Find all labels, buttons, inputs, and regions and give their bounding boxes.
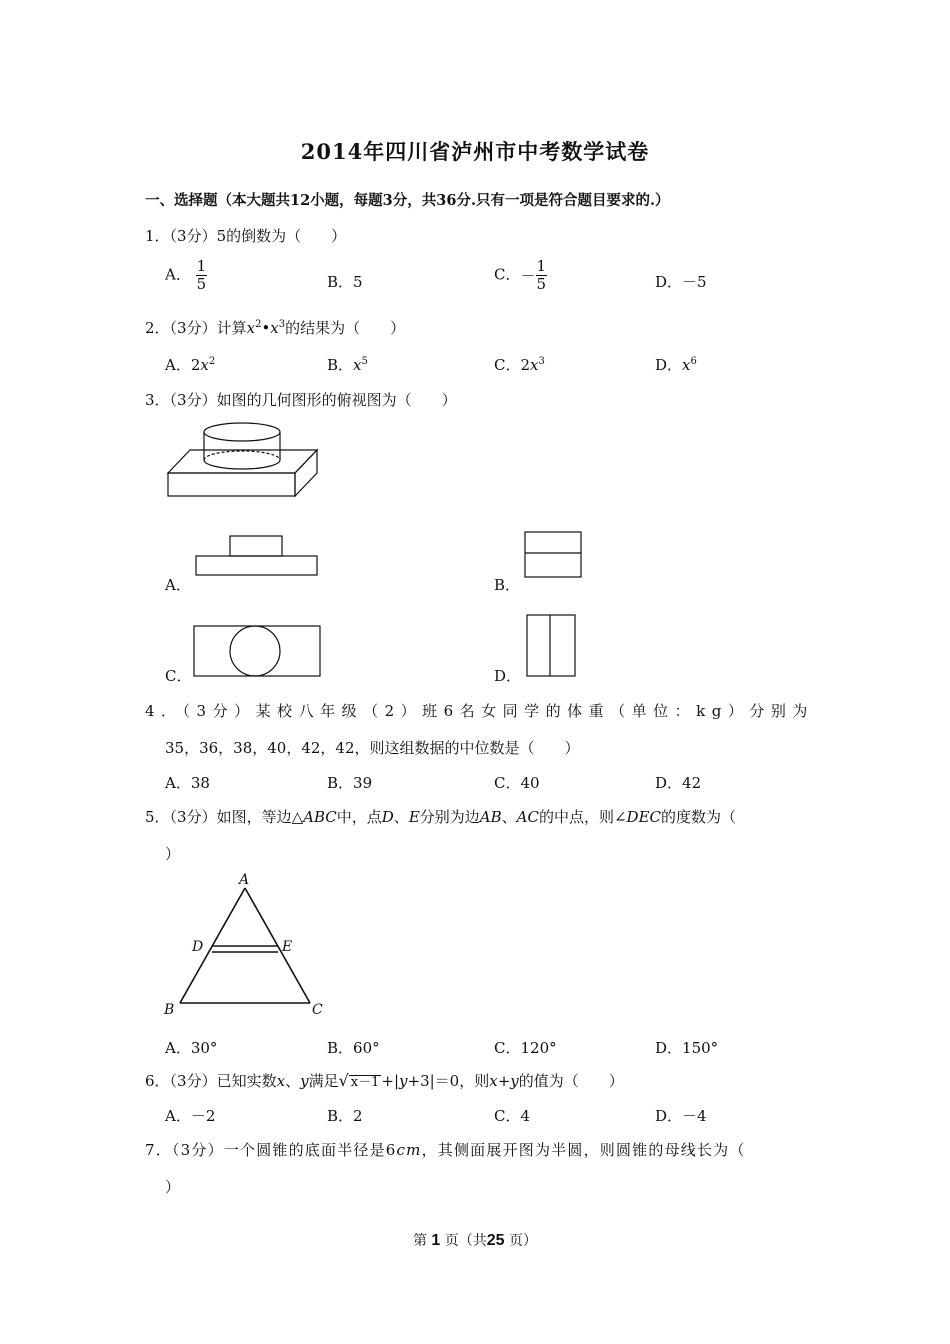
stem-text: 的值为（ ） bbox=[518, 1072, 624, 1090]
var-y: y bbox=[399, 1072, 408, 1090]
question-1-option-a[interactable] bbox=[165, 258, 207, 293]
fraction bbox=[196, 258, 208, 293]
stem-text: 7．（3分）一个圆锥的底面半径是6 bbox=[145, 1141, 397, 1159]
separator: 、 bbox=[501, 808, 517, 826]
total-pages: 25 bbox=[486, 1232, 505, 1249]
question-6-option-c[interactable]: C．4 bbox=[494, 1107, 531, 1125]
var-x: x bbox=[270, 319, 279, 337]
triangle-name: ABC bbox=[303, 808, 337, 826]
label-c: C bbox=[312, 1002, 323, 1018]
page-footer bbox=[0, 1230, 950, 1250]
question-7-stem bbox=[145, 1139, 746, 1160]
question-1-option-c[interactable] bbox=[494, 258, 547, 293]
outer-rect bbox=[525, 532, 581, 577]
fraction-denominator: 5 bbox=[196, 275, 207, 293]
question-6-option-b[interactable]: B．2 bbox=[327, 1107, 363, 1125]
label-d: D bbox=[192, 939, 204, 955]
stem-text: +3|＝0，则 bbox=[407, 1072, 490, 1090]
question-3-solid-figure bbox=[160, 415, 325, 505]
question-2-option-c[interactable] bbox=[494, 354, 545, 375]
exponent: 6 bbox=[690, 356, 697, 367]
stem-text: +| bbox=[381, 1072, 400, 1090]
slab-front-face bbox=[168, 473, 295, 496]
exponent: 3 bbox=[278, 319, 286, 330]
question-2-option-a[interactable] bbox=[165, 354, 215, 375]
question-4-option-b[interactable]: B．39 bbox=[327, 774, 373, 792]
coefficient: 2 bbox=[190, 356, 201, 374]
label-b: B bbox=[164, 1002, 175, 1018]
var-x: x bbox=[682, 356, 691, 374]
var-x: x bbox=[246, 319, 256, 337]
stem-text: 2．（3分）计算 bbox=[145, 319, 247, 337]
question-3-option-b-figure[interactable] bbox=[524, 531, 584, 579]
question-3-option-b[interactable]: B． bbox=[494, 576, 521, 594]
var-x: x bbox=[276, 1072, 286, 1090]
point-d: D bbox=[381, 808, 394, 826]
fraction bbox=[536, 258, 548, 293]
question-1-option-d[interactable]: D．－5 bbox=[655, 273, 707, 291]
option-label: A． bbox=[165, 356, 191, 374]
side-ac: AC bbox=[516, 808, 539, 826]
slab-side-face bbox=[295, 450, 317, 496]
exponent: 3 bbox=[538, 356, 545, 367]
var-y: y bbox=[510, 1072, 519, 1090]
var-x: x bbox=[530, 356, 539, 374]
inner-circle bbox=[230, 626, 280, 676]
base-rect bbox=[196, 556, 317, 575]
question-3-option-c[interactable]: C． bbox=[165, 667, 192, 685]
stem-text: 的结果为（ ） bbox=[285, 319, 406, 337]
question-3-option-a-figure[interactable] bbox=[195, 535, 320, 577]
question-4-stem-line2: 35，36，38，40，42，42，则这组数据的中位数是（ ） bbox=[165, 739, 580, 757]
question-1-stem: 1．（3分）5的倒数为（ ） bbox=[145, 227, 347, 245]
label-a: A bbox=[239, 872, 250, 888]
separator: 、 bbox=[285, 1072, 301, 1090]
stem-text: 6．（3分）已知实数 bbox=[145, 1072, 277, 1090]
page-number: 1 bbox=[431, 1232, 441, 1249]
stem-text: 的度数为（ bbox=[661, 808, 737, 826]
coefficient: 2 bbox=[520, 356, 531, 374]
footer-text: 页（共 bbox=[444, 1233, 487, 1249]
stem-text: 分别为边 bbox=[419, 808, 480, 826]
page-title: 2014年四川省泸州市中考数学试卷 bbox=[300, 139, 650, 164]
plus-sign: + bbox=[497, 1072, 511, 1090]
fraction-numerator: 1 bbox=[536, 257, 547, 275]
question-7-stem-line2: ） bbox=[165, 1178, 181, 1196]
section-heading: 一、选择题（本大题共12小题，每题3分，共36分.只有一项是符合题目要求的.） bbox=[145, 192, 670, 209]
question-2-option-b[interactable] bbox=[327, 354, 368, 375]
exponent: 2 bbox=[255, 319, 262, 330]
question-5-stem bbox=[145, 806, 736, 827]
option-label: A． bbox=[165, 265, 191, 284]
cylinder-bottom-hidden bbox=[204, 451, 280, 460]
minus-sign: － bbox=[520, 267, 536, 285]
label-e: E bbox=[282, 939, 293, 955]
question-5-option-d[interactable]: D．150° bbox=[655, 1039, 719, 1057]
var-x: x bbox=[489, 1072, 498, 1090]
cylinder-bottom-front bbox=[204, 460, 280, 469]
question-5-option-c[interactable]: C．120° bbox=[494, 1039, 557, 1057]
question-3-option-d-figure[interactable] bbox=[526, 614, 578, 678]
angle-dec: DEC bbox=[626, 808, 661, 826]
question-5-option-a[interactable]: A．30° bbox=[165, 1039, 218, 1057]
exponent: 2 bbox=[208, 356, 216, 367]
question-4-option-d[interactable]: D．42 bbox=[655, 774, 702, 792]
stem-text: 中，点 bbox=[336, 808, 382, 826]
exponent: 5 bbox=[361, 356, 368, 367]
question-6-option-d[interactable]: D．－4 bbox=[655, 1107, 707, 1125]
sqrt-icon: √ bbox=[338, 1071, 349, 1090]
question-4-option-a[interactable]: A．38 bbox=[165, 774, 210, 792]
outer-rect bbox=[194, 626, 320, 676]
question-3-option-d[interactable]: D． bbox=[494, 667, 522, 685]
footer-text: 页） bbox=[509, 1233, 538, 1249]
question-6-option-a[interactable]: A．－2 bbox=[165, 1107, 216, 1125]
var-x: x bbox=[200, 356, 209, 374]
question-6-stem bbox=[145, 1070, 624, 1091]
question-4-option-c[interactable]: C．40 bbox=[494, 774, 540, 792]
option-label: C． bbox=[494, 356, 521, 374]
cylinder-top bbox=[204, 423, 280, 441]
option-label: B． bbox=[327, 356, 354, 374]
stem-text: ，其侧面展开图为半圆，则圆锥的母线长为（ bbox=[421, 1141, 746, 1159]
top-rect bbox=[230, 536, 282, 556]
option-label: D． bbox=[655, 356, 683, 374]
stem-text: 的中点，则∠ bbox=[538, 808, 627, 826]
stem-text: 5．（3分）如图，等边△ bbox=[145, 808, 304, 826]
point-e: E bbox=[408, 808, 420, 826]
question-5-triangle-figure bbox=[160, 870, 335, 1020]
question-2-option-d[interactable] bbox=[655, 354, 697, 375]
var-y: y bbox=[300, 1072, 309, 1090]
side-ab: AB bbox=[479, 808, 502, 826]
fraction-denominator: 5 bbox=[536, 275, 547, 293]
option-label: C． bbox=[494, 265, 521, 284]
stem-text: 满足 bbox=[308, 1072, 339, 1090]
separator: 、 bbox=[393, 808, 409, 826]
outer-rect bbox=[527, 615, 575, 676]
question-3-stem: 3．（3分）如图的几何图形的俯视图为（ ） bbox=[145, 391, 457, 409]
question-3-option-a[interactable]: A． bbox=[165, 576, 191, 594]
question-5-option-b[interactable]: B．60° bbox=[327, 1039, 380, 1057]
question-2-stem bbox=[145, 317, 405, 338]
question-5-stem-line2: ） bbox=[165, 845, 181, 863]
radicand: x－1 bbox=[350, 1075, 380, 1090]
question-3-option-c-figure[interactable] bbox=[193, 623, 323, 679]
unit: cm bbox=[396, 1141, 422, 1159]
question-4-stem-line1: 4．（3分）某校八年级（2）班6名女同学的体重（单位：kg）分别为 bbox=[145, 702, 814, 720]
var-x: x bbox=[353, 356, 362, 374]
footer-text: 第 bbox=[412, 1233, 427, 1249]
fraction-numerator: 1 bbox=[196, 257, 207, 275]
question-1-option-b[interactable]: B．5 bbox=[327, 273, 363, 291]
multiply-dot: • bbox=[261, 319, 271, 337]
